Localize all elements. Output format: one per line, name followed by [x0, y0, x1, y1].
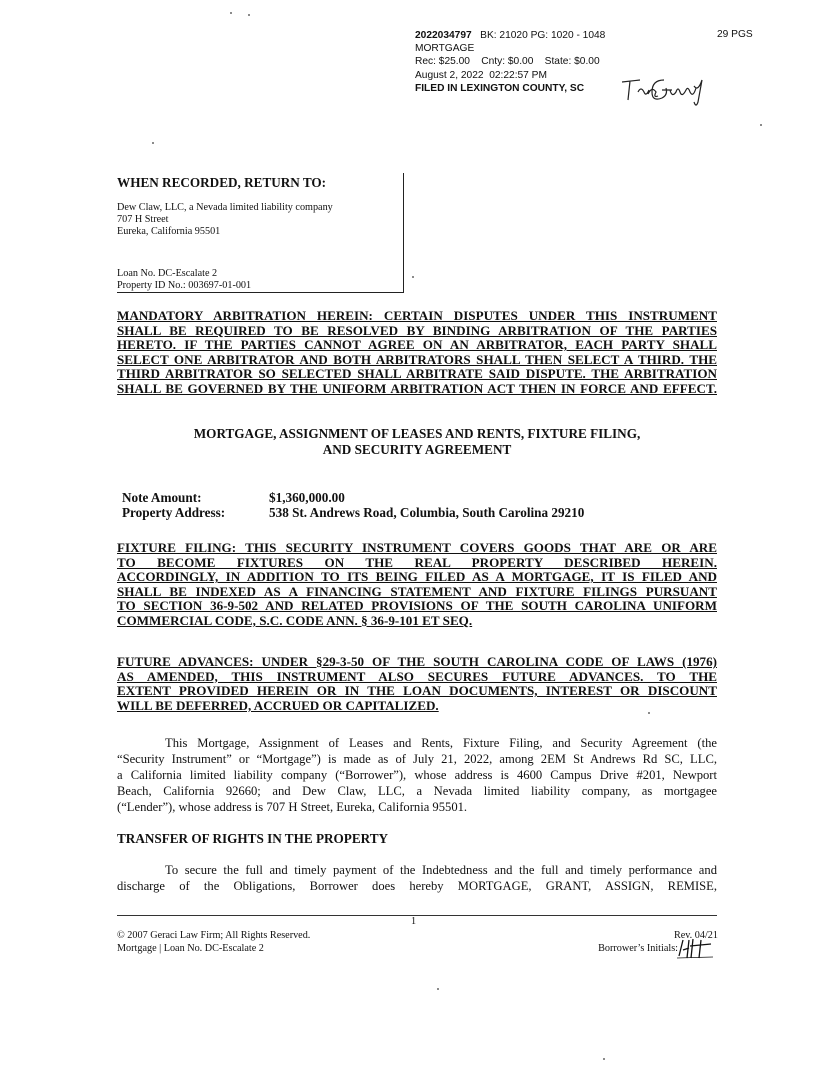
scan-speck: [152, 142, 154, 144]
return-box-bottom-border: [117, 292, 404, 293]
return-name: Dew Claw, LLC, a Nevada limited liability company: [117, 202, 333, 213]
note-amount-label: Note Amount:: [122, 490, 202, 505]
future-advances-notice: [117, 655, 717, 713]
fixture-line: TO BECOME FIXTURES ON THE REAL PROPERTY DESCRIBED HEREIN.: [117, 554, 717, 570]
scan-speck: [230, 12, 232, 14]
arbitration-notice: [117, 309, 717, 397]
future-line: EXTENT PROVIDED HEREIN OR IN THE LOAN DOCUMENTS, INTEREST OR DISCOUNT: [117, 683, 717, 699]
property-address-label: Property Address:: [122, 505, 226, 520]
fixture-line: TO SECTION 36-9-502 AND RELATED PROVISIONS OF THE SOUTH CAROLINA UNIFORM: [117, 598, 717, 614]
loan-number: Loan No. DC-Escalate 2: [117, 268, 218, 279]
title-line-1: MORTGAGE, ASSIGNMENT OF LEASES AND RENTS, FIXTURE FILING,: [193, 426, 641, 441]
revision-label: Rev. 04/21: [673, 930, 718, 941]
return-street: 707 H Street: [117, 214, 169, 225]
intro-line: a California limited liability company (“Borrower”), whose address is 4600 Campus Drive #201, Newport: [117, 768, 717, 782]
transfer-paragraph: [117, 862, 717, 894]
future-line: AS AMENDED, THIS INSTRUMENT ALSO SECURES FUTURE ADVANCES. TO THE: [117, 668, 717, 684]
filed-in-county: FILED IN LEXINGTON COUNTY, SC: [415, 82, 585, 94]
scan-speck: [760, 124, 762, 126]
borrower-initials-mark: [675, 936, 715, 960]
arbitration-line: THIRD ARBITRATOR SO SELECTED SHALL ARBITRATE SAID DISPUTE. THE ARBITRATION: [117, 366, 717, 382]
initials-label: Borrower’s Initials:: [598, 942, 678, 954]
book-page: BK: 21020 PG: 1020 - 1048: [480, 30, 606, 41]
property-address-value: 538 St. Andrews Road, Columbia, South Carolina 29210: [269, 505, 585, 520]
footer-rule: [117, 915, 717, 916]
return-box-right-border: [403, 173, 404, 293]
intro-paragraph: [117, 735, 717, 815]
instrument-number: 2022034797: [415, 30, 472, 41]
return-address: [117, 202, 333, 238]
intro-line: Beach, California 92660; and Dew Claw, LLC, a Nevada limited liability company, as mortgagee: [117, 784, 717, 798]
property-id: Property ID No.: 003697-01-001: [117, 280, 252, 291]
recording-stamp: [415, 29, 605, 95]
intro-line: “Security Instrument” or “Mortgage”) is made as of July 21, 2022, among 2EM St Andrews Rd SC, LLC,: [117, 752, 717, 766]
copyright-notice: © 2007 Geraci Law Firm; All Rights Reserved.: [117, 930, 311, 941]
return-city: Eureka, California 95501: [117, 226, 221, 237]
clerk-signature: [618, 72, 718, 106]
arbitration-line: HERETO. IF THE PARTIES CANNOT AGREE ON AN ARBITRATOR, EACH PARTY SHALL: [117, 337, 717, 353]
recording-fees: Rec: $25.00 Cnty: $0.00 State: $0.00: [415, 56, 600, 68]
fixture-line: COMMERCIAL CODE, S.C. CODE ANN. § 36-9-101 ET SEQ.: [117, 612, 473, 628]
recording-datetime: August 2, 2022 02:22:57 PM: [415, 69, 547, 81]
loan-identifiers: [117, 268, 251, 292]
transfer-heading: TRANSFER OF RIGHTS IN THE PROPERTY: [117, 831, 389, 846]
scan-speck: [248, 14, 250, 16]
intro-line: (“Lender”), whose address is 707 H Street, Eureka, California 95501.: [117, 800, 468, 814]
page-number: 1: [411, 916, 417, 927]
arbitration-line: SHALL BE GOVERNED BY THE UNIFORM ARBITRATION ACT THEN IN FORCE AND EFFECT.: [117, 380, 717, 396]
page-count: 29 PGS: [717, 29, 753, 40]
note-amount-value: $1,360,000.00: [269, 490, 345, 505]
footer-left: [117, 930, 310, 955]
arbitration-line: SHALL BE REQUIRED TO BE RESOLVED BY BINDING ARBITRATION OF THE PARTIES: [117, 322, 717, 338]
loan-summary: [122, 490, 584, 520]
fixture-line: ACCORDINGLY, IN ADDITION TO ITS BEING FILED AS A MORTGAGE, IT IS FILED AND: [117, 569, 717, 585]
transfer-line: discharge of the Obligations, Borrower does hereby MORTGAGE, GRANT, ASSIGN, REMISE,: [117, 879, 717, 893]
scan-speck: [437, 988, 439, 990]
doc-type: MORTGAGE: [415, 43, 475, 55]
transfer-line: To secure the full and timely payment of the Indebtedness and the full and timely performance and: [165, 863, 717, 877]
scan-speck: [603, 1058, 605, 1060]
fixture-filing-notice: [117, 541, 717, 629]
document-title: [117, 426, 717, 458]
intro-line: This Mortgage, Assignment of Leases and Rents, Fixture Filing, and Security Agreement (the: [165, 736, 717, 750]
scan-speck: [648, 712, 650, 714]
fixture-line: FIXTURE FILING: THIS SECURITY INSTRUMENT COVERS GOODS THAT ARE OR ARE: [117, 540, 717, 555]
arbitration-line: MANDATORY ARBITRATION HEREIN: CERTAIN DISPUTES UNDER THIS INSTRUMENT: [117, 308, 717, 323]
title-line-2: AND SECURITY AGREEMENT: [322, 442, 512, 457]
future-line: FUTURE ADVANCES: UNDER §29-3-50 OF THE SOUTH CAROLINA CODE OF LAWS (1976): [117, 654, 717, 669]
scan-speck: [412, 276, 414, 278]
return-to-heading: WHEN RECORDED, RETURN TO:: [117, 175, 327, 190]
fixture-line: SHALL BE INDEXED AS A FINANCING STATEMENT AND FIXTURE FILINGS PURSUANT: [117, 583, 717, 599]
document-reference: Mortgage | Loan No. DC-Escalate 2: [117, 942, 264, 954]
arbitration-line: SELECT ONE ARBITRATOR AND BOTH ARBITRATORS SHALL THEN SELECT A THIRD. THE: [117, 351, 717, 367]
future-line: WILL BE DEFERRED, ACCRUED OR CAPITALIZED.: [117, 697, 439, 713]
